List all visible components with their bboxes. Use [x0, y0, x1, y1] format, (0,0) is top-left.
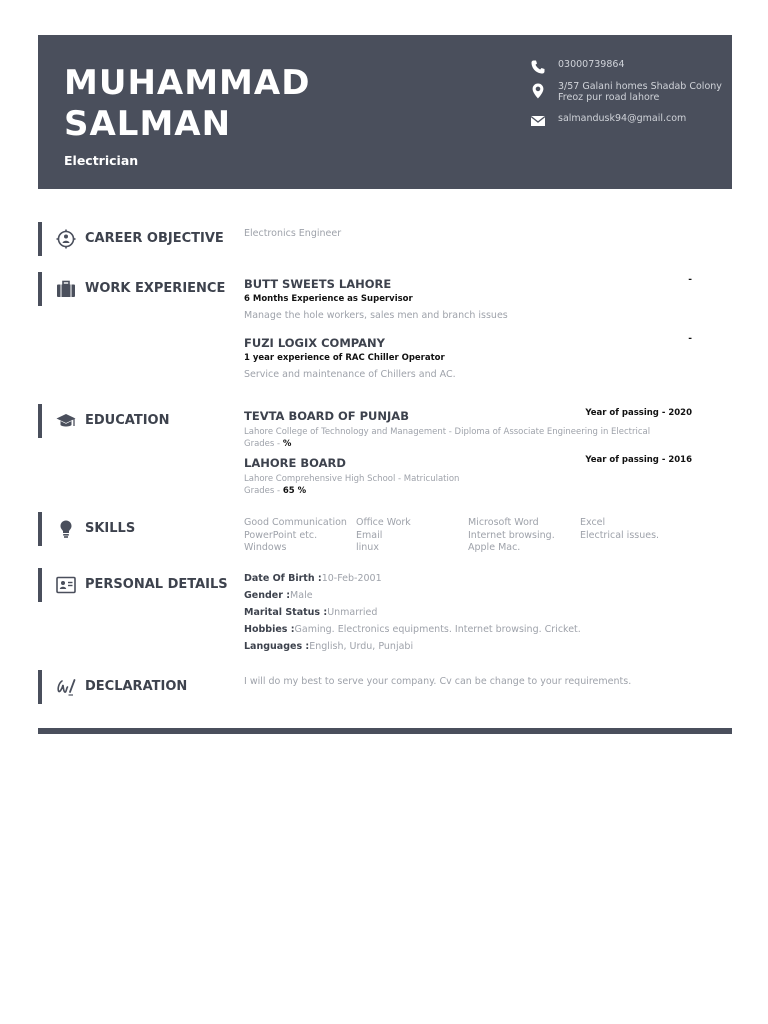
skills-column [580, 517, 690, 542]
passing-year: Year of passing - 2016 [585, 455, 692, 465]
skills-column [244, 517, 354, 555]
detail-value: Gaming. Electronics equipments. Internet browsing. Cricket. [294, 624, 581, 635]
section-title: WORK EXPERIENCE [85, 281, 226, 296]
career-objective-text: Electronics Engineer [244, 228, 342, 239]
detail-label: Gender : [244, 590, 291, 601]
grades-value: % [282, 439, 292, 449]
last-name: SALMAN [64, 104, 232, 144]
skill-item: Microsoft Word [468, 517, 539, 528]
work-item [244, 336, 692, 381]
company-name: BUTT SWEETS LAHORE [244, 277, 392, 291]
skill-item: Office Work [356, 517, 411, 528]
section-marker [38, 222, 42, 256]
detail-label: Languages : [244, 641, 310, 652]
envelope-icon [530, 113, 546, 129]
work-item [244, 277, 692, 322]
briefcase-icon [56, 279, 76, 299]
job-title: Electrician [64, 153, 139, 168]
work-date: - [688, 334, 692, 344]
personal-detail-row [244, 590, 313, 601]
detail-value: Male [290, 590, 313, 601]
board-name: LAHORE BOARD [244, 456, 346, 470]
skills-column [356, 517, 466, 555]
skills-column [468, 517, 578, 555]
passing-year: Year of passing - 2020 [585, 408, 692, 418]
detail-value: Unmarried [327, 607, 378, 618]
grades-label: Grades - [244, 486, 283, 496]
skill-item: Electrical issues. [580, 529, 660, 541]
skill-item: linux [356, 542, 379, 553]
grades [244, 438, 692, 450]
candidate-name [64, 63, 310, 145]
personal-detail-row [244, 624, 581, 635]
resume-header [38, 35, 732, 189]
grades [244, 485, 692, 497]
section-title: EDUCATION [85, 413, 170, 428]
job-description: Manage the hole workers, sales men and branch issues [244, 310, 508, 321]
job-role: 1 year experience of RAC Chiller Operator [244, 353, 445, 363]
grades-label: Grades - [244, 439, 283, 449]
section-marker [38, 404, 42, 438]
company-name: FUZI LOGIX COMPANY [244, 336, 385, 350]
skill-item: Good Communication [244, 517, 347, 528]
career-objective-content [244, 228, 692, 240]
target-person-icon [56, 229, 76, 249]
personal-detail-row [244, 641, 413, 652]
detail-value: English, Urdu, Punjabi [309, 641, 414, 652]
section-marker [38, 670, 42, 704]
email-address: salmandusk94@gmail.com [558, 113, 687, 124]
section-marker [38, 272, 42, 306]
id-card-icon [56, 575, 76, 595]
personal-detail-row [244, 573, 382, 584]
section-marker [38, 568, 42, 602]
first-name: MUHAMMAD [64, 63, 311, 103]
board-name: TEVTA BOARD OF PUNJAB [244, 409, 409, 423]
skill-item: Apple Mac. [468, 542, 521, 553]
graduation-cap-icon [56, 411, 76, 431]
detail-label: Hobbies : [244, 624, 295, 635]
section-title: SKILLS [85, 521, 136, 536]
section-marker [38, 512, 42, 546]
skill-item: Excel [580, 517, 606, 528]
location-pin-icon [530, 83, 546, 99]
skill-item: Windows [244, 542, 287, 553]
institution-description: Lahore College of Technology and Management - Diploma of Associate Engineering in Electrical [244, 427, 651, 437]
personal-detail-row [244, 607, 377, 618]
section-title: CAREER OBJECTIVE [85, 231, 224, 246]
section-title: DECLARATION [85, 679, 188, 694]
job-role: 6 Months Experience as Supervisor [244, 294, 413, 304]
declaration-text: I will do my best to serve your company. Cv can be change to your requirements. [244, 676, 632, 687]
job-description: Service and maintenance of Chillers and AC. [244, 369, 456, 380]
declaration-content [244, 676, 692, 688]
address-text: 3/57 Galani homes Shadab Colony Freoz pur road lahore [558, 81, 722, 103]
detail-value: 10-Feb-2001 [321, 573, 382, 584]
education-item [244, 409, 692, 450]
signature-icon [56, 677, 76, 697]
section-title: PERSONAL DETAILS [85, 577, 228, 592]
detail-label: Marital Status : [244, 607, 328, 618]
detail-label: Date Of Birth : [244, 573, 322, 584]
skill-item: Internet browsing. [468, 529, 555, 541]
phone-number: 03000739864 [558, 59, 625, 70]
work-date: - [688, 275, 692, 285]
footer-bar [38, 728, 732, 734]
grades-value: 65 % [282, 486, 307, 496]
skill-item: PowerPoint etc. [244, 529, 318, 541]
education-item [244, 456, 692, 497]
institution-description: Lahore Comprehensive High School - Matriculation [244, 474, 460, 484]
skill-item: Email [356, 529, 383, 541]
phone-icon [530, 59, 546, 75]
lightbulb-icon [56, 519, 76, 539]
